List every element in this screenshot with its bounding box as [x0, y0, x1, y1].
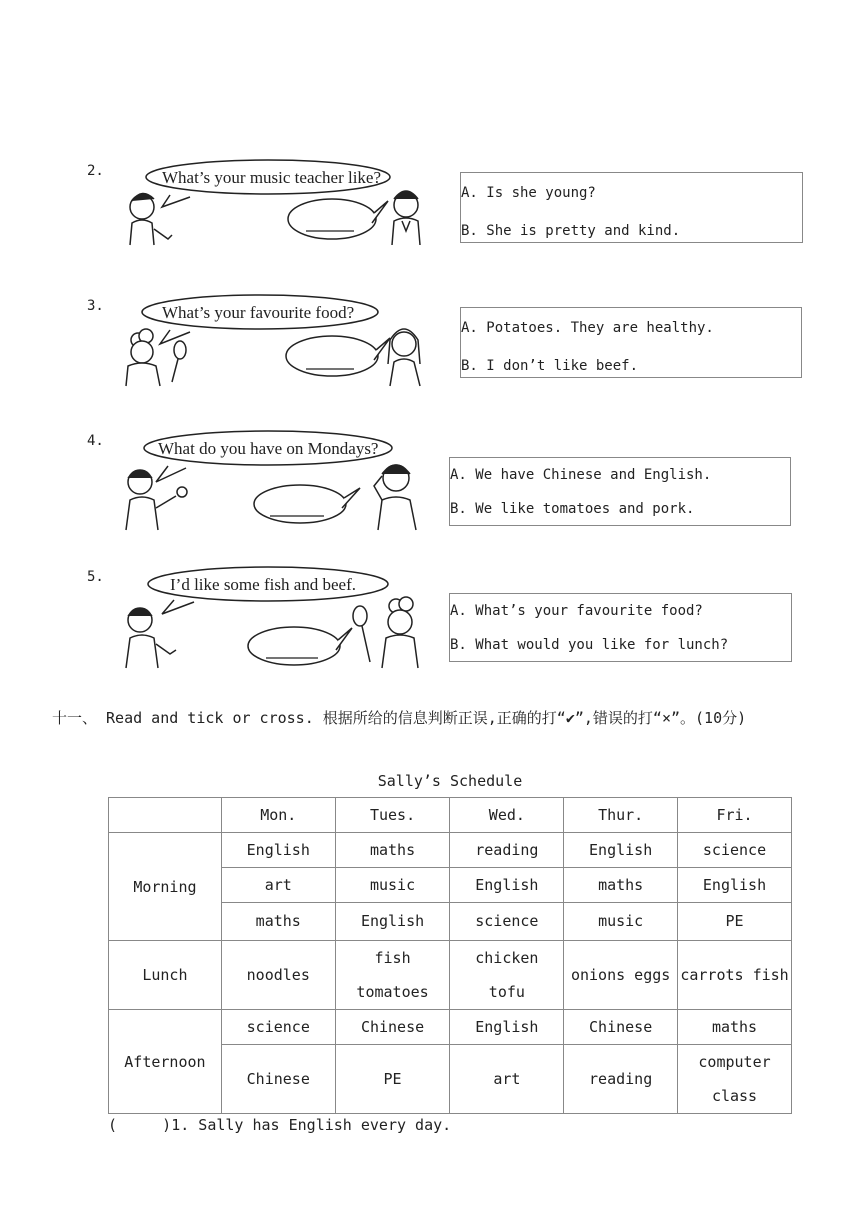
dialogue-5-picture	[120, 562, 430, 670]
option-a[interactable]: A. What’s your favourite food?	[450, 603, 703, 619]
option-b[interactable]: B. We like tomatoes and pork.	[450, 501, 695, 517]
cell-line: chicken	[475, 949, 539, 967]
teacher-figure-icon	[392, 191, 420, 245]
options-box-3	[460, 307, 802, 378]
table-row-lunch	[109, 941, 792, 1010]
options-box-5	[449, 593, 792, 662]
thinking-boy-figure-icon	[374, 465, 416, 530]
table-caption: Sally’s Schedule	[377, 772, 523, 790]
table-cell: reading	[450, 833, 564, 868]
table-cell: Chinese	[564, 1010, 678, 1045]
option-b[interactable]: B. What would you like for lunch?	[450, 637, 729, 653]
day-header: Fri.	[678, 798, 792, 833]
table-cell	[678, 1045, 792, 1114]
option-a[interactable]: A. Is she young?	[461, 185, 596, 201]
table-cell: PE	[335, 1045, 450, 1114]
dialogue-2-picture	[120, 155, 430, 250]
answer-bubble	[248, 627, 340, 665]
question-number-2: 2.	[87, 163, 104, 179]
schedule-table	[108, 797, 792, 1114]
option-a[interactable]: A. Potatoes. They are healthy.	[461, 320, 714, 336]
option-b[interactable]: B. She is pretty and kind.	[461, 223, 681, 239]
boy-figure-icon	[126, 470, 187, 530]
row-label-morning: Morning	[109, 833, 222, 941]
question-number-4: 4.	[87, 433, 104, 449]
chef-figure-icon	[353, 597, 418, 668]
cell-line: fish	[374, 949, 411, 967]
boy-figure-icon	[126, 608, 176, 668]
table-cell: reading	[564, 1045, 678, 1114]
table-cell: maths	[221, 903, 335, 941]
day-header: Thur.	[564, 798, 678, 833]
cell-line: computer class	[698, 1053, 771, 1105]
question-1: ( )1. Sally has English every day.	[108, 1116, 452, 1134]
speech-bubble-text: What’s your favourite food?	[162, 303, 355, 322]
speech-bubble-text: What do you have on Mondays?	[158, 439, 379, 458]
table-cell	[450, 941, 564, 1010]
row-label-lunch: Lunch	[109, 941, 222, 1010]
day-header: Mon.	[221, 798, 335, 833]
table-cell: music	[564, 903, 678, 941]
table-cell: Chinese	[221, 1045, 335, 1114]
table-cell: art	[221, 868, 335, 903]
table-cell: English	[678, 868, 792, 903]
table-cell	[564, 941, 678, 1010]
answer-bubble	[286, 336, 378, 376]
table-cell: science	[450, 903, 564, 941]
table-row	[109, 1010, 792, 1045]
cell-line: tomatoes	[356, 983, 429, 1001]
option-a[interactable]: A. We have Chinese and English.	[450, 467, 712, 483]
table-row	[109, 833, 792, 868]
table-cell: maths	[564, 868, 678, 903]
table-cell: music	[335, 868, 450, 903]
cell-line: carrots fish	[680, 966, 789, 984]
table-cell: English	[564, 833, 678, 868]
dialogue-4-picture	[120, 428, 430, 532]
table-cell: English	[335, 903, 450, 941]
table-cell: English	[450, 1010, 564, 1045]
table-cell: English	[450, 868, 564, 903]
table-cell	[221, 941, 335, 1010]
question-number-3: 3.	[87, 298, 104, 314]
table-cell	[678, 941, 792, 1010]
cell-line: tofu	[488, 983, 525, 1001]
table-cell: science	[221, 1010, 335, 1045]
table-corner-cell	[109, 798, 222, 833]
table-header-row	[109, 798, 792, 833]
day-header: Tues.	[335, 798, 450, 833]
cell-line: noodles	[246, 966, 310, 984]
speech-bubble-text: I’d like some fish and beef.	[170, 575, 356, 594]
options-box-2	[460, 172, 803, 243]
section-heading: 十一、 Read and tick or cross. 根据所给的信息判断正误,正确的打“✔”,错误的打“×”。(10分)	[52, 709, 747, 727]
answer-bubble	[288, 199, 376, 239]
answer-bubble	[254, 485, 346, 523]
day-header: Wed.	[450, 798, 564, 833]
cell-line: onions eggs	[570, 966, 671, 984]
table-cell: science	[678, 833, 792, 868]
table-cell	[335, 941, 450, 1010]
table-cell: maths	[335, 833, 450, 868]
table-cell: maths	[678, 1010, 792, 1045]
table-cell: art	[450, 1045, 564, 1114]
dialogue-3-picture	[120, 290, 430, 388]
speech-bubble-text: What’s your music teacher like?	[162, 168, 382, 187]
option-b[interactable]: B. I don’t like beef.	[461, 358, 639, 374]
options-box-4	[449, 457, 791, 526]
table-cell: Chinese	[335, 1010, 450, 1045]
row-label-afternoon: Afternoon	[109, 1010, 222, 1114]
table-cell: English	[221, 833, 335, 868]
table-cell: PE	[678, 903, 792, 941]
girl-figure-icon	[388, 329, 420, 386]
question-number-5: 5.	[87, 569, 104, 585]
